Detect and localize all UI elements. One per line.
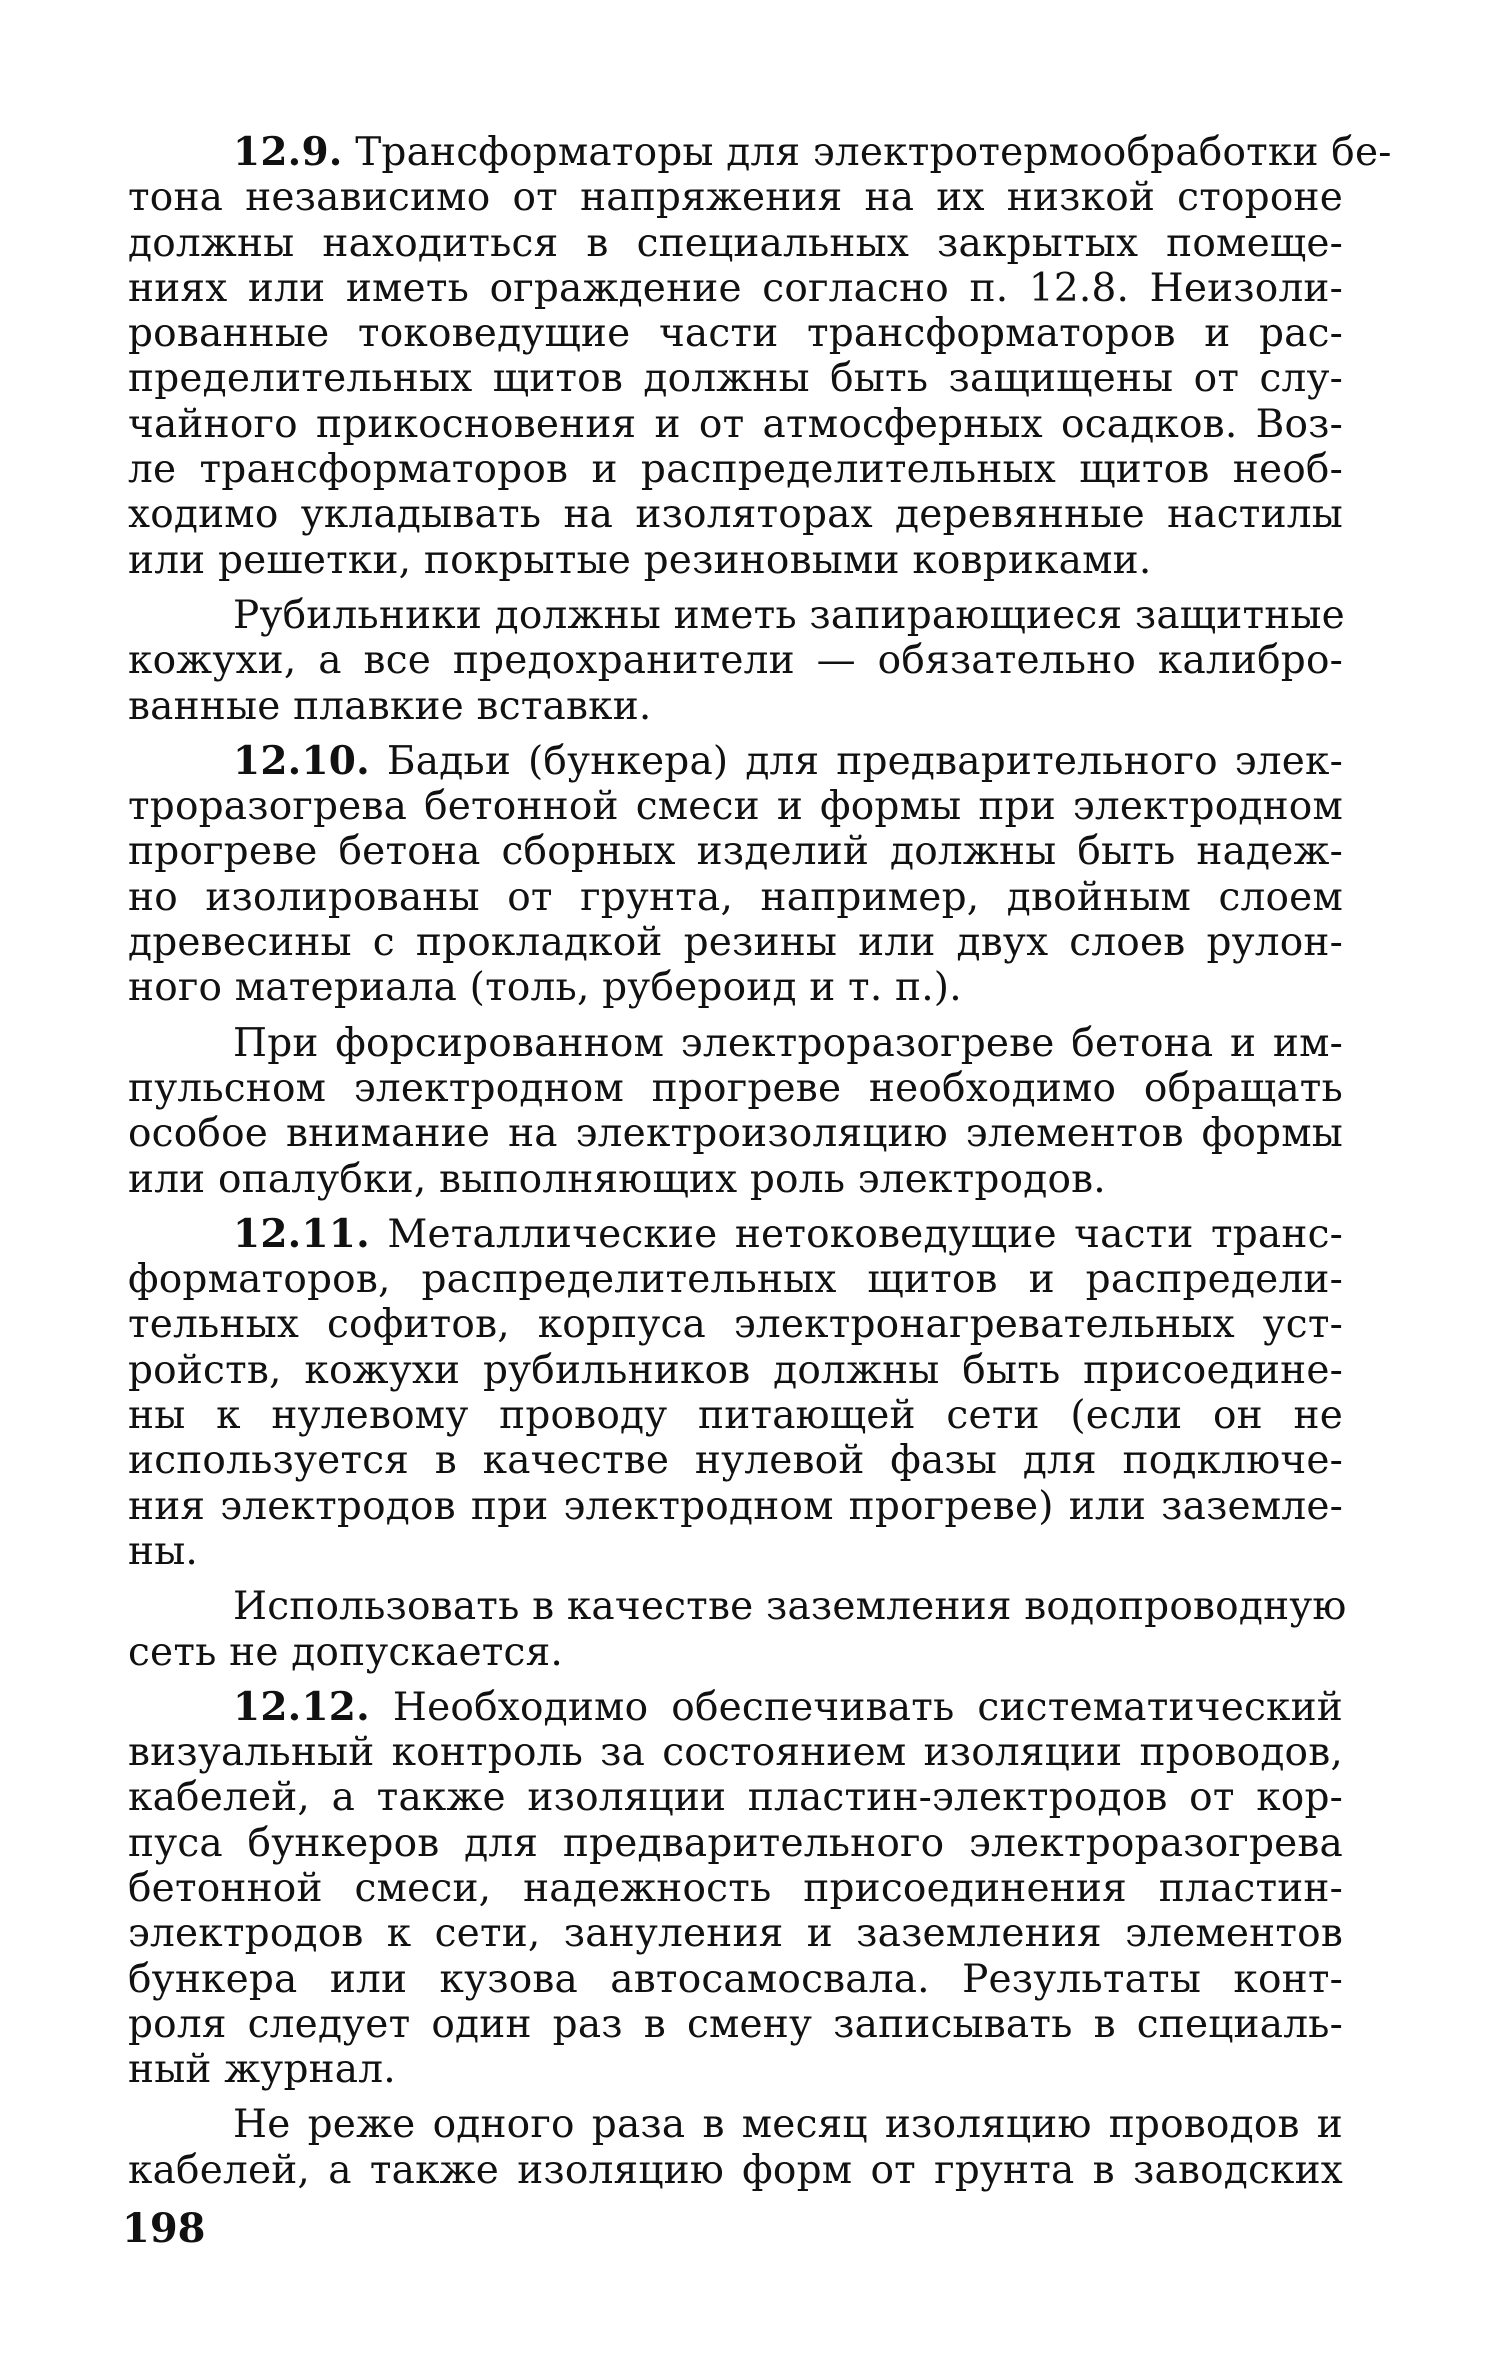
paragraph-gap bbox=[128, 583, 1343, 593]
clause-number: 12.9. bbox=[233, 129, 343, 175]
text-line bbox=[128, 965, 1343, 1010]
text-line bbox=[128, 1111, 1343, 1156]
line-text: бункера или кузова автосамосвала. Результаты конт- bbox=[128, 1956, 1343, 2002]
line-text: кабелей, а также изоляцию форм от грунта в заводских bbox=[128, 2147, 1343, 2193]
paragraph bbox=[128, 593, 1343, 729]
text-line bbox=[128, 593, 1343, 638]
line-text: Рубильники должны иметь запирающиеся защитные bbox=[233, 592, 1345, 638]
text-line bbox=[128, 129, 1392, 175]
line-text: ния электродов при электродном прогреве) или заземле- bbox=[128, 1483, 1343, 1529]
paragraph bbox=[128, 2102, 1343, 2193]
line-text: ны. bbox=[128, 1528, 199, 1574]
line-text: ройств, кожухи рубильников должны быть присоедине- bbox=[128, 1347, 1343, 1393]
text-line bbox=[128, 266, 1343, 311]
text-line bbox=[128, 1257, 1343, 1302]
line-text: ны к нулевому проводу питающей сети (если он не bbox=[128, 1393, 1343, 1439]
text-line bbox=[128, 2148, 1343, 2193]
text-line bbox=[128, 1484, 1343, 1529]
body-text bbox=[128, 129, 1392, 2193]
line-text: визуальный контроль за состоянием изоляции проводов, bbox=[128, 1730, 1343, 1776]
text-line bbox=[128, 1775, 1343, 1820]
text-line bbox=[128, 1866, 1343, 1911]
line-text: ный журнал. bbox=[128, 2047, 396, 2093]
text-line bbox=[128, 447, 1343, 492]
text-line bbox=[128, 2002, 1343, 2047]
line-text: но изолированы от грунта, например, двойным слоем bbox=[128, 874, 1343, 920]
text-line bbox=[128, 1212, 1343, 1257]
line-text: бетонной смеси, надежность присоединения пластин- bbox=[128, 1865, 1343, 1911]
text-line bbox=[128, 1630, 1343, 1675]
line-text: троразогрева бетонной смеси и формы при электродном bbox=[128, 784, 1343, 830]
text-line bbox=[128, 638, 1343, 683]
paragraph-gap bbox=[128, 1011, 1343, 1021]
text-line bbox=[128, 1957, 1343, 2002]
text-line bbox=[128, 684, 1343, 729]
text-line bbox=[128, 1529, 1343, 1574]
line-text: особое внимание на электроизоляцию элементов формы bbox=[128, 1111, 1343, 1157]
line-text: Использовать в качестве заземления водопроводную bbox=[233, 1584, 1347, 1630]
text-line bbox=[128, 175, 1343, 220]
text-line bbox=[128, 1393, 1343, 1438]
text-line bbox=[128, 920, 1343, 965]
text-line bbox=[128, 1685, 1343, 1730]
line-text: пуса бункеров для предварительного электроразогрева bbox=[128, 1820, 1343, 1866]
paragraph-gap bbox=[128, 2092, 1343, 2102]
line-text: Не реже одного раза в месяц изоляцию проводов и bbox=[233, 2102, 1343, 2148]
line-text: ного материала (толь, рубероид и т. п.). bbox=[128, 965, 962, 1011]
paragraph bbox=[128, 1021, 1343, 1202]
text-line bbox=[128, 492, 1343, 537]
text-line bbox=[128, 1348, 1343, 1393]
line-text: прогреве бетона сборных изделий должны быть надеж- bbox=[128, 829, 1343, 875]
text-line bbox=[128, 1730, 1343, 1775]
text-line bbox=[128, 402, 1343, 447]
line-text: используется в качестве нулевой фазы для подключе- bbox=[128, 1438, 1343, 1484]
line-text: тельных софитов, корпуса электронагревательных уст- bbox=[128, 1302, 1343, 1348]
clause-number: 12.11. bbox=[233, 1210, 370, 1257]
text-line bbox=[128, 784, 1343, 829]
text-line bbox=[128, 1302, 1343, 1347]
line-text: древесины с прокладкой резины или двух слоев рулон- bbox=[128, 920, 1343, 966]
page-number: 198 bbox=[122, 2205, 206, 2252]
clause-number: 12.12. bbox=[233, 1683, 370, 1730]
text-line bbox=[128, 1821, 1343, 1866]
line-text: Необходимо обеспечивать систематический bbox=[392, 1684, 1343, 1730]
text-line bbox=[128, 829, 1343, 874]
text-line bbox=[128, 311, 1343, 356]
text-line bbox=[128, 2102, 1343, 2147]
line-text: При форсированном электроразогреве бетона и им- bbox=[233, 1020, 1343, 1066]
paragraph bbox=[128, 1685, 1343, 2093]
text-line bbox=[128, 1911, 1343, 1956]
line-text: тона независимо от напряжения на их низкой стороне bbox=[128, 175, 1343, 221]
line-text: электродов к сети, зануления и заземления элементов bbox=[128, 1911, 1343, 1957]
text-line bbox=[128, 739, 1343, 784]
line-text: сеть не допускается. bbox=[128, 1629, 563, 1675]
line-text: ванные плавкие вставки. bbox=[128, 683, 652, 729]
text-line bbox=[128, 1584, 1347, 1630]
line-text: должны находиться в специальных закрытых помеще- bbox=[128, 220, 1343, 266]
text-line bbox=[128, 221, 1343, 266]
line-text: или решетки, покрытые резиновыми ковриками. bbox=[128, 537, 1152, 583]
text-line bbox=[128, 538, 1343, 583]
line-text: рованные токоведущие части трансформаторов и рас- bbox=[128, 311, 1343, 357]
line-text: Металлические нетоковедущие части транс- bbox=[387, 1211, 1343, 1257]
text-line bbox=[128, 875, 1343, 920]
line-text: форматоров, распределительных щитов и распредели- bbox=[128, 1257, 1343, 1303]
text-line bbox=[128, 1438, 1343, 1483]
line-text: пределительных щитов должны быть защищены от слу- bbox=[128, 356, 1343, 402]
line-text: ниях или иметь ограждение согласно п. 12.8. Неизоли- bbox=[128, 265, 1343, 311]
line-text: роля следует один раз в смену записывать в специаль- bbox=[128, 2001, 1343, 2047]
clause-number: 12.10. bbox=[233, 737, 370, 784]
line-text: ходимо укладывать на изоляторах деревянные настилы bbox=[128, 492, 1343, 538]
text-line bbox=[128, 1157, 1343, 1202]
text-line bbox=[128, 1021, 1343, 1066]
paragraph bbox=[128, 1212, 1343, 1574]
text-line bbox=[128, 1066, 1343, 1111]
line-text: чайного прикосновения и от атмосферных осадков. Воз- bbox=[128, 401, 1343, 447]
line-text: ле трансформаторов и распределительных щитов необ- bbox=[128, 447, 1343, 493]
text-line bbox=[128, 356, 1343, 401]
text-line bbox=[128, 2047, 1343, 2092]
paragraph bbox=[128, 739, 1343, 1011]
line-text: или опалубки, выполняющих роль электродов. bbox=[128, 1156, 1106, 1202]
paragraph bbox=[128, 1584, 1347, 1675]
line-text: кожухи, а все предохранители — обязательно калибро- bbox=[128, 638, 1343, 684]
line-text: Бадьи (бункера) для предварительного элек- bbox=[386, 738, 1343, 784]
line-text: пульсном электродном прогреве необходимо обращать bbox=[128, 1065, 1343, 1111]
line-text: Трансформаторы для электротермообработки бе- bbox=[355, 130, 1392, 175]
paragraph bbox=[128, 129, 1392, 583]
paragraph-gap bbox=[128, 1574, 1343, 1584]
line-text: кабелей, а также изоляции пластин-электродов от кор- bbox=[128, 1775, 1343, 1821]
